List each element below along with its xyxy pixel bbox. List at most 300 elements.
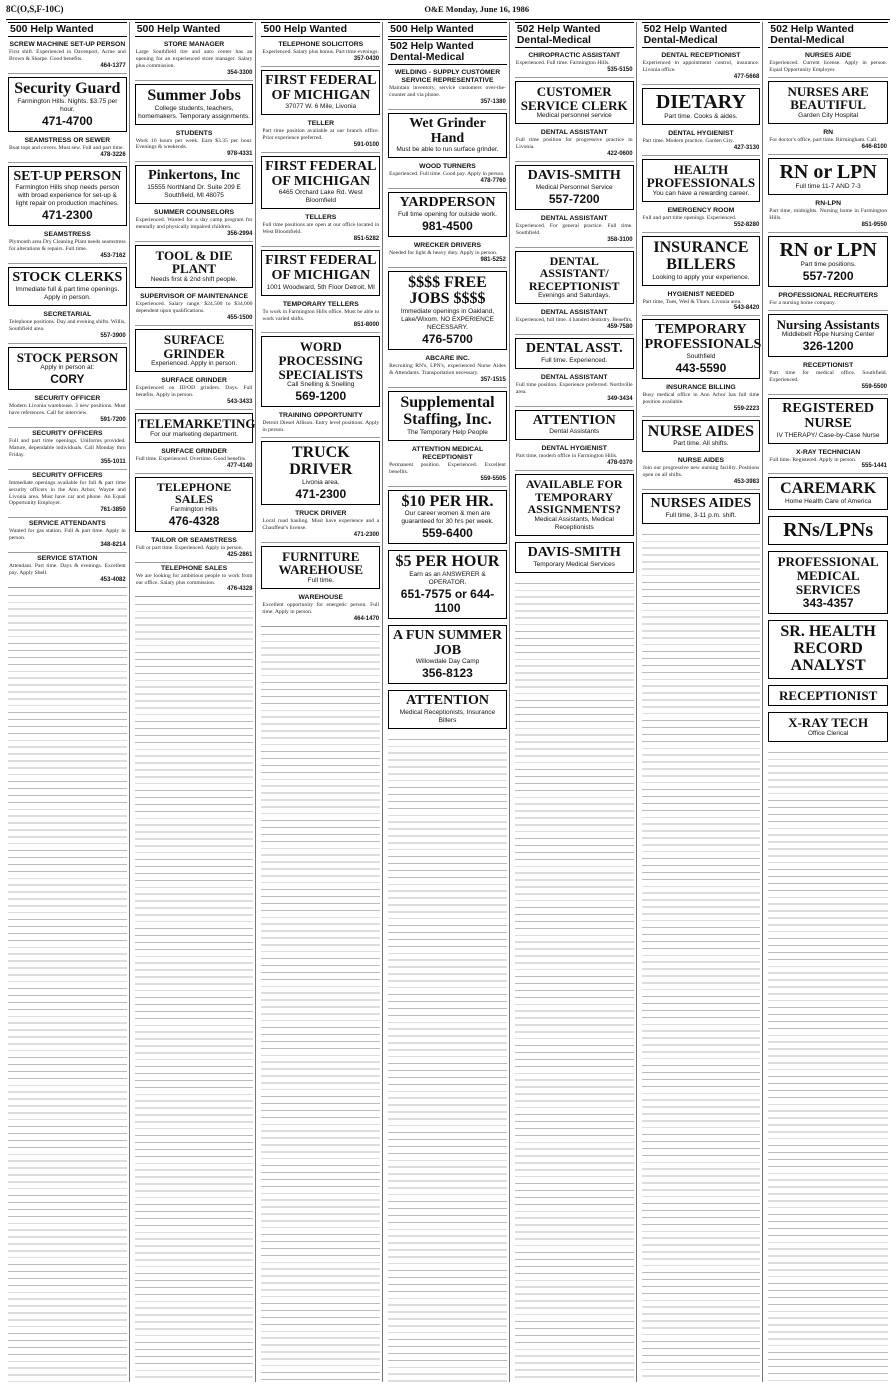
display-ad-title: WORD PROCESSING SPECIALISTS [278,339,364,382]
display-ad-title: SR. HEALTH RECORD ANALYST [780,623,876,674]
ad-body: Part time, Tues, Wed & Thurs. Livonia area. [642,298,742,305]
ad-body: Part time. Modern practice. Garden City. [642,137,734,144]
display-ad-subtitle: Full time, 3-11 p.m. shift. [665,511,737,519]
ad-body: Experienced. Salary range. $24,500 to $34,000 dependent upon qualifications. [135,301,253,315]
fine-print-text [261,629,380,1382]
ad-heading: TELEPHONE SALES [161,564,228,572]
ad-heading: RN-LPN [815,200,841,207]
ad-heading: X-RAY TECHNICIAN [796,448,861,456]
display-ad [261,156,380,209]
ad-heading: EMERGENCY ROOM [667,207,735,214]
ad-body: First shift. Experienced in Davenport, Acme and Brown & Sharpe. Good benefits. [9,49,126,62]
display-ad [388,391,507,441]
display-ad [261,441,380,505]
display-ad [388,550,507,619]
display-ad-title: CAREMARK [780,480,877,498]
ad-body: Part time for medical office. Southfield. Experienced. [769,370,887,384]
ad-phone: 477-4140 [227,462,253,469]
ad-phone: 349-3434 [607,395,633,402]
ad-body: Experienced, full time. 4 handed dentistry. Benefits. [515,317,633,324]
ad-body: Boat tops and covers. Must sew. Full and part time. [9,144,124,151]
classified-ad [8,518,127,553]
classified-ad [8,229,127,264]
ad-body: Wanted for gas station. Full & part time. Apply in person. [9,528,126,542]
display-ad [135,413,254,443]
classified-ad [135,535,254,563]
display-ad [8,77,127,132]
display-ad-subtitle: Must be able to run surface grinder. [396,146,499,154]
classified-ad [515,127,634,162]
classified-ad [515,213,634,248]
ad-phone: 357-1515 [480,377,506,384]
classified-ad [642,205,761,233]
ad-phone: 453-7162 [100,253,126,260]
display-ad-subtitle: Medical Receptionists, Insurance Billers [399,709,496,725]
display-ad-title: Pinkertons, Inc [148,168,240,184]
classified-ad [8,309,127,344]
display-ad-phone: 343-4357 [802,596,854,611]
classified-ad [261,39,380,67]
classification-header [768,22,888,48]
display-ad-phone: 471-2300 [295,486,347,501]
display-ad [768,158,888,195]
ad-phone: 851-9550 [861,221,887,228]
ad-body: Modern Livonia warehouse. 3 new positions. Must have references. Call for interview. [9,403,126,417]
display-ad-subtitle: Willowdale Day Camp [415,658,480,666]
display-ad-phone: 476-4328 [168,513,220,528]
ad-phone: 478-3226 [100,151,126,158]
column-6 [640,22,764,1382]
ad-phone: 357-1380 [480,98,506,105]
display-ad-subtitle: Full time. [307,576,334,584]
ad-heading: SUMMER COUNSELORS [154,209,235,217]
display-ad [642,159,761,202]
display-ad-subtitle: Immediate openings in Oakland, Lake/Wixom. NO EXPERIENCE NECESSARY. [400,308,495,332]
display-ad [768,398,888,443]
display-ad-title: DAVIS-SMITH [527,545,621,561]
ad-phone: 851-8000 [353,322,380,329]
display-ad-phone: 557-7200 [548,191,600,206]
ad-body: Maintain inventory, service customers over-the-counter and via phone. [389,85,506,98]
classified-ad [388,240,507,268]
classified-ad [768,198,888,233]
ad-phone: 357-0430 [353,55,380,62]
ad-phone: 427-3130 [733,144,760,151]
display-ad-title: CUSTOMER SERVICE CLERK [520,83,628,113]
ad-body: Telephone positions. Day and evening shifts. Willis, Southfield area. [9,318,126,332]
classified-ad [8,39,127,74]
ad-body: Full and part time openings. Uniforms provided. Mature, dependable individuals. Call Monday thru Friday. [9,437,126,458]
classified-ad [261,410,380,438]
display-ad [642,236,761,286]
ad-heading: TELEPHONE SOLICITORS [278,41,364,48]
display-ad-subtitle: Medical Personnel Service [535,183,613,191]
display-ad-title: TOOL & DIE PLANT [155,247,233,277]
ad-phone: 464-1470 [353,615,380,622]
classification-title: 500 Help Wanted [263,23,348,35]
display-ad-phone: 471-2300 [41,208,93,223]
ad-phone: 543-8420 [733,305,760,312]
fine-print-text [515,578,634,1382]
column-7 [766,22,890,1382]
ad-body: Full time position. Experience preferred. Northville area. [515,381,633,395]
display-ad [768,620,888,678]
ad-heading: SECRETARIAL [43,310,92,318]
classified-ad [642,128,761,156]
display-ad-subtitle: Part time. All shifts. [673,440,729,448]
ad-phone: 478-7760 [480,178,506,185]
column-1 [6,22,130,1382]
classified-ad [768,290,888,311]
display-ad-title: Nursing Assistants [776,316,880,332]
display-ad-title: RECEPTIONIST [779,687,878,703]
display-ad [388,113,507,158]
display-ad [135,477,254,532]
display-ad [515,251,634,305]
display-ad [261,546,380,589]
ad-heading: SECURITY OFFICERS [32,429,103,437]
display-ad [768,477,888,510]
classified-ad [8,428,127,470]
display-ad-subtitle: Apply in person at: [40,364,95,372]
ad-body: Attendant. Part time. Days & evenings. Excellent pay. Apply Shell. [9,563,126,577]
classified-ad [135,128,254,163]
ad-heading: WRECKER DRIVERS [413,241,482,249]
classification-title: 500 Help Wanted [10,23,94,35]
display-ad-title: A FUN SUMMER JOB [393,628,502,658]
classification-header [135,22,254,37]
display-ad [515,474,634,536]
display-ad-phone: 569-1200 [295,389,347,404]
ad-phone: 978-4331 [227,151,253,158]
ad-body: For a nursing home company. [769,299,836,306]
classified-ad [261,118,380,153]
display-ad-phone: CORY [50,372,85,387]
display-ad-phone: 981-4500 [422,218,473,233]
ad-body: Local road hauling. Must have experience and a Chauffeur's license. [262,517,380,531]
display-ad-title: REGISTERED NURSE [782,401,875,431]
display-ad-subtitle: Part time positions. [800,260,856,268]
display-ad-title: DENTAL ASST. [525,341,623,357]
ad-heading: HYGIENIST NEEDED [667,290,735,298]
ad-body: Plymouth area Dry Cleaning Plant needs seamstress for alterations & repairs. Full time. [9,239,126,253]
ad-body: Experienced. Full time. Good pay. Apply in person. [389,171,505,178]
ad-phone: 851-5282 [353,236,380,243]
ad-phone: 555-1441 [861,463,887,470]
classification-title: 502 Help Wanted Dental-Medical [516,23,601,46]
display-ad-title: SURFACE GRINDER [163,331,225,361]
classified-ad [261,299,380,334]
display-ad-subtitle: Farmington Hills shop needs person with broad experience for set-up & light repair on production machines. [15,184,120,208]
display-ad-title: FIRST FEDERAL OF MICHIGAN [265,159,377,189]
ad-body: Large Southfield tire and auto center has an opening for an experienced store manager. Salary plus commission. [135,49,253,69]
column-3 [259,22,383,1382]
display-ad-subtitle: Our career women & men are guaranteed for 30 hrs per week. [401,510,494,526]
ad-body: Full time. Registered. Apply in person. [769,456,857,463]
ad-body: Full time position for progressive practice in Livonia. [515,137,633,151]
ad-body: Needed for light & heavy duty. Apply in person. [389,249,498,256]
ad-phone: 559-5500 [861,384,887,391]
display-ad [515,338,634,369]
ad-body: Work 16 hours per week. Earn $3.35 per hour. Evenings & weekends. [135,137,253,151]
classification-header [388,39,507,65]
ad-phone: 591-7200 [100,416,126,423]
ad-body: Immediate openings available for full & part time security officers in the Ann Arbor, Wayne and Livonia area. Must have car and phone. An Equal Opportunity Employer. [9,479,126,507]
display-ad-subtitle: Office Clerical [807,729,849,737]
display-ad-title: NURSE AIDES [647,422,755,440]
display-ad-subtitle: Medical personnel service [536,112,612,120]
ad-body: Part time, midnights. Nursing home in Farmington Hills. [769,208,887,221]
ad-body: Detroit Diesel Allison. Entry level positions. Apply in person. [262,420,380,434]
fine-print-text [642,529,761,1382]
ad-phone: 646-8100 [861,144,887,150]
classification-header [261,22,380,37]
display-ad-subtitle: The Temporary Help People [407,428,488,436]
ad-heading: SURFACE GRINDER [161,447,227,455]
ad-heading: ABCARE INC. [425,355,470,363]
display-ad-subtitle: Farmington Hills. Nights. $3.75 per hour. [17,97,118,113]
display-ad [135,165,254,204]
ad-phone: 464-1377 [100,62,126,69]
display-ad-phone: 471-4700 [41,113,93,128]
publication-date: O&E Monday, June 16, 1986 [424,4,530,14]
ad-heading: PROFESSIONAL RECRUITERS [778,291,878,299]
classification-header [642,22,761,48]
ad-heading: WAREHOUSE [298,593,344,601]
ad-heading: INSURANCE BILLING [666,383,736,391]
ad-heading: RECEPTIONIST [803,362,854,370]
ad-heading: DENTAL ASSISTANT [540,373,608,381]
ad-phone: 422-0600 [607,151,633,157]
ad-heading: DENTAL ASSISTANT [540,309,608,317]
ad-heading: WOOD TURNERS [419,163,476,171]
classified-ad [515,372,634,407]
display-ad-subtitle: Temporary Medical Services [533,560,616,568]
ad-body: Join our progressive new nursing facility. Positions open on all shifts. [642,465,760,479]
fine-print-text [135,599,254,1382]
classified-columns [6,22,890,1382]
display-ad-title: STOCK CLERKS [12,270,123,286]
ad-phone: 425-2861 [227,551,253,558]
classified-ad [388,161,507,189]
display-ad-subtitle: Middlebelt Hope Nursing Center [781,331,875,339]
ad-heading: SECURITY OFFICERS [32,471,103,479]
ad-phone: 761-3850 [100,507,126,514]
display-ad [388,490,507,545]
display-ad-title: TEMPORARY PROFESSIONALS [644,322,762,353]
display-ad-title: FURNITURE WAREHOUSE [278,548,364,578]
classified-ad [388,353,507,388]
display-ad-subtitle: Garden City Hospital [798,112,859,120]
ad-body: Full or part time. Experienced. Apply in person. [135,544,243,551]
ad-phone: 453-3983 [733,479,760,486]
display-ad [388,271,507,351]
display-ad-title: DENTAL ASSISTANT/ RECEPTIONIST [528,253,620,293]
display-ad-title: YARDPERSON [399,195,496,211]
ad-body: Excellent opportunity for energetic person. Full time. Apply in person. [262,601,380,615]
ad-phone: 459-7580 [607,324,633,331]
display-ad-subtitle: College students, teachers, homemakers. Temporary assignments. [138,104,250,120]
masthead [6,4,890,20]
display-ad-subtitle: Home Health Care of America [784,498,872,506]
classified-ad [768,50,888,78]
display-ad-subtitle: IV THERAPY/ Case-by-Case Nurse [776,431,880,439]
display-ad-subtitle: Experienced. Apply in person. [151,360,238,368]
display-ad-subtitle: Earn as an ANSWERER & OPERATOR. [409,571,486,587]
display-ad-title: TRUCK DRIVER [289,444,353,478]
ad-body: Experienced. For general practice. Full time. Southfield. [515,222,633,236]
display-ad-phone: 651-7575 or 644-1100 [400,587,495,616]
classified-ad [642,50,761,85]
classified-ad [642,382,761,417]
ad-phone: 552-8280 [733,221,760,228]
classification-title: 500 Help Wanted [390,23,474,35]
display-ad-subtitle: Southfield [686,352,716,360]
display-ad-subtitle: Medical Assistants, Medical Receptionists [534,516,614,532]
display-ad [642,420,761,453]
display-ad-title: NURSES AIDES [650,496,752,512]
classification-title: 502 Help Wanted Dental-Medical [770,23,854,46]
display-ad-title: X-RAY TECH [788,715,869,731]
display-ad [768,314,888,358]
ad-heading: SUPERVISOR OF MAINTENANCE [140,293,248,301]
ad-phone: 453-4082 [100,576,126,583]
classification-header [8,22,127,37]
ad-heading: SEAMSTRESS OR SEWER [24,136,111,144]
ad-heading: DENTAL ASSISTANT [540,129,608,137]
display-ad-phone: 326-1200 [802,339,854,354]
display-ad-subtitle: Part time. Cooks & aides. [664,112,738,120]
display-ad-title: $5 PER HOUR [395,553,500,571]
ad-phone: 455-1500 [227,314,253,321]
display-ad [135,329,254,372]
ad-phone: 478-0370 [607,460,633,467]
ad-body: Experienced on ID/OD grinders. Days. Full benefits. Apply in person. [135,385,253,399]
display-ad [388,625,507,684]
ad-phone: 356-2994 [227,230,253,237]
display-ad [261,336,380,407]
classified-ad [768,127,888,155]
classified-ad [261,508,380,543]
display-ad [8,166,127,227]
ad-heading: ATTENTION MEDICAL RECEPTIONIST [411,445,484,461]
display-ad-title: RN or LPN [779,238,877,261]
classification-header [515,22,634,48]
ad-heading: RN [823,129,834,137]
display-ad [388,690,507,729]
ad-body: Experienced. Wanted for a day camp program for mentally and physically impaired children. [135,217,253,230]
ad-body: We are looking for ambitious people to work from our office. Salary plus commission. [135,572,253,586]
display-ad-subtitle: Full time. Experienced. [541,356,608,364]
classified-ad [388,67,507,110]
ad-body: Busy medical office in Ann Arbor has full time position available. [642,391,760,405]
ad-phone: 476-4328 [227,586,253,593]
display-ad-title: Supplemental Staffing, Inc. [400,394,495,428]
classified-ad [388,444,507,487]
classified-ad [135,446,254,474]
classified-ad [768,360,888,395]
display-ad-title: RN or LPN [779,161,877,183]
display-ad-subtitle: Dental Assistants [549,428,600,436]
ad-heading: SURFACE GRINDER [161,377,227,385]
classified-ad [261,212,380,247]
column-4 [386,22,510,1382]
classification-title: 502 Help Wanted Dental-Medical [643,23,728,46]
display-ad-subtitle: 37077 W. 6 Mile, Livonia [285,103,357,111]
ad-phone: 981-5252 [480,256,506,263]
display-ad-title: ATTENTION [406,693,489,709]
ad-phone: 543-3433 [227,399,253,406]
display-ad-title: HEALTH PROFESSIONALS [646,161,756,191]
fine-print-text [8,590,127,1382]
ad-heading: TRAINING OPPORTUNITY [278,412,363,420]
classified-ad [8,135,127,163]
display-ad-subtitle: For our marketing department. [150,430,238,438]
ad-heading: DENTAL RECEPTIONIST [661,52,741,59]
display-ad-subtitle: Farmington Hills [170,505,218,513]
display-ad [8,347,127,391]
ad-heading: TAILOR OR SEAMSTRESS [151,536,237,544]
display-ad [515,542,634,573]
classified-ad [515,50,634,78]
ad-heading: STORE MANAGER [163,41,225,48]
display-ad [135,84,254,125]
display-ad [642,319,761,378]
display-ad [768,551,888,614]
display-ad-subtitle: Livonia area. [302,478,340,486]
classified-ad [768,447,888,475]
display-ad-title: PROFESSIONAL MEDICAL SERVICES [777,554,879,597]
display-ad [135,245,254,288]
display-ad-title: TELEMARKETING [137,416,256,432]
display-ad-phone: 356-8123 [422,666,473,681]
ad-heading: SCREW MACHINE SET-UP PERSON [9,41,126,48]
classified-ad [135,375,254,410]
classified-ad [261,592,380,627]
display-ad-subtitle: Full time 11-7 AND 7-3 [795,183,861,190]
display-ad-title: TELEPHONE SALES [156,479,232,507]
classified-ad [642,455,761,490]
classification-title: 502 Help Wanted Dental-Medical [390,40,474,63]
display-ad-subtitle: You can have a rewarding career. [652,190,750,197]
ad-heading: DENTAL ASSISTANT [540,214,608,222]
display-ad-title: RNs/LPNs [783,519,874,542]
display-ad-title: INSURANCE BILLERS [653,238,749,273]
display-ad-subtitle: Full time opening for outside work. [397,210,497,218]
display-ad-subtitle: 15555 Northland Dr. Suite 209 E Southfield, MI 48075 [147,184,241,200]
ad-body: Permanent position. Experienced. Excellent benefits. [389,461,506,475]
ad-heading: WELDING - SUPPLY CUSTOMER SERVICE REPRESENTATIVE [394,69,501,84]
ad-heading: STUDENTS [175,129,213,137]
ad-body: Part time, modern office in Farmington Hills. [515,453,618,460]
ad-body: Full time. Experienced. Overtime. Good benefits. [135,455,247,462]
classified-ad [642,289,761,317]
display-ad [768,81,888,124]
display-ad-subtitle: 1001 Woodward, 5th Floor Detroit, MI [266,283,375,291]
ad-heading: NURSES AIDE [805,52,852,59]
ad-phone: 535-5150 [607,66,633,73]
ad-heading: CHIROPRACTIC ASSISTANT [528,52,621,59]
ad-heading: TELLER [307,120,334,128]
ad-phone: 355-1011 [100,458,126,465]
ad-heading: TEMPORARY TELLERS [282,300,359,308]
ad-body: To work in Farmington Hills office. Must be able to work varied shifts. [262,308,380,322]
ad-phone: 477-5668 [733,73,760,80]
display-ad-title: FIRST FEDERAL OF MICHIGAN [265,72,377,103]
display-ad [768,516,888,545]
display-ad-subtitle: Looking to apply your experience. [652,273,750,281]
display-ad [515,81,634,124]
